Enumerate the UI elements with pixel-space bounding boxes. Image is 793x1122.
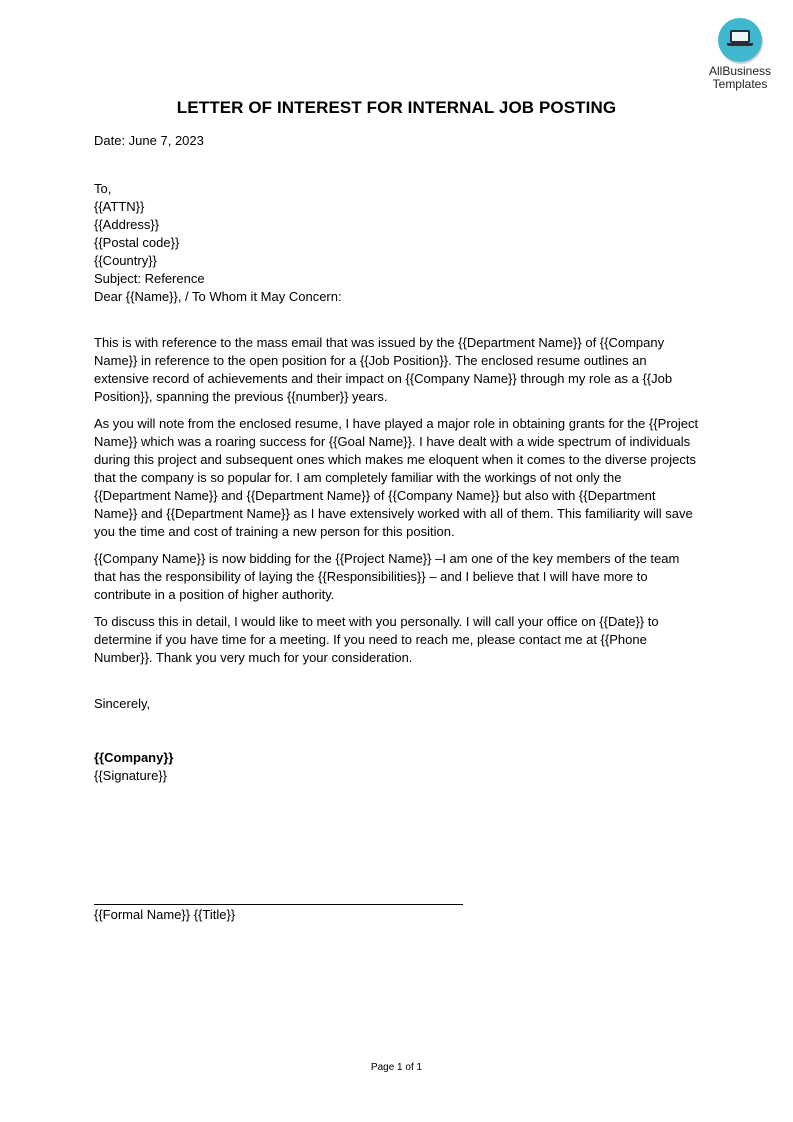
address-attn: {{ATTN}} [94, 199, 145, 214]
laptop-screen-shape [730, 30, 750, 43]
company-name: {{Company}} [94, 750, 174, 765]
body-paragraph-4: To discuss this in detail, I would like to meet with you personally. I will call your office on {{Date}} to determine if you have time for a meeting. If you need to reach me, please contact me at {{Phone Number}}. Thank you very much for your consideration. [94, 614, 659, 665]
letter-subject: Subject: Reference [94, 271, 205, 286]
signature-placeholder: {{Signature}} [94, 768, 168, 783]
formal-name: {{Formal Name}} {{Title}} [94, 907, 236, 922]
logo-line-2: Templates [712, 77, 768, 91]
document-title: LETTER OF INTEREST FOR INTERNAL JOB POSTING [176, 98, 617, 117]
letter-date: Date: June 7, 2023 [94, 133, 204, 148]
body-paragraph-2: As you will note from the enclosed resume, I have played a major role in obtaining grants for the {{Project Name}} which was a roaring success for {{Goal Name}}. I have dealt with a wide spectrum of individuals during this project and subsequent ones which makes me eloquent when it comes to the diverse projects that the company is so popular for. I am completely familiar with the workings of not only the {{Department Name}} and {{Department Name}} of {{Company Name}} but also with {{Department Name}} and {{Department Name}} as I have extensively worked with all of them. This familiarity will save you the time and cost of training a new person for this position. [94, 416, 699, 539]
body-paragraph-1: This is with reference to the mass email that was issued by the {{Department Name}} of {{Company Name}} in reference to the open position for a {{Job Position}}. The enclosed resume outlines an extensive record of achievements and their impact on {{Company Name}} through my role as a {{Job Position}}, spanning the previous {{number}} years. [94, 335, 673, 404]
address-street: {{Address}} [94, 217, 160, 232]
letter-body [94, 132, 700, 785]
address-to: To, [94, 181, 112, 196]
page-number: Page 1 of 1 [370, 1062, 423, 1073]
laptop-icon [718, 18, 762, 62]
address-country: {{Country}} [94, 253, 157, 268]
letter-closing: Sincerely, [94, 696, 151, 711]
allbusiness-logo[interactable] [700, 14, 780, 91]
recipient-address [94, 180, 700, 270]
logo-line-1: AllBusiness [708, 64, 772, 78]
body-paragraph-3: {{Company Name}} is now bidding for the {{Project Name}} –I am one of the key members of the team that has the responsibility of laying the {{Responsibilities}} – and I believe that I will have more to contribute in a position of higher authority. [94, 551, 680, 602]
laptop-base-shape [727, 43, 753, 46]
logo-text [700, 65, 780, 91]
address-postal: {{Postal code}} [94, 235, 180, 250]
signature-line [94, 904, 463, 905]
letter-salutation: Dear {{Name}}, / To Whom it May Concern: [94, 289, 342, 304]
